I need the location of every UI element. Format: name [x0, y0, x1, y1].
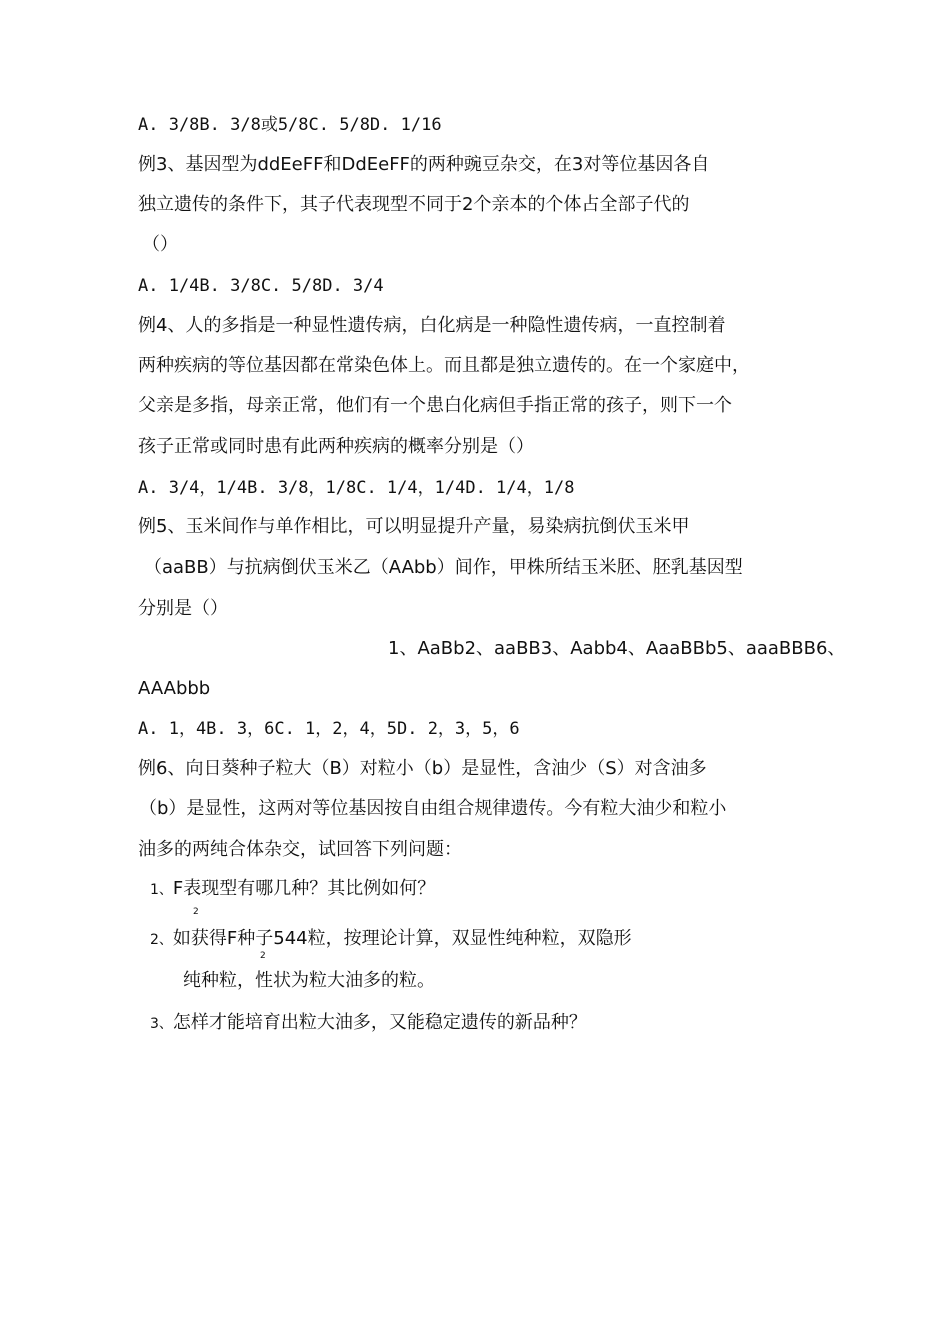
answer-options-example-5: A. 1，4B. 3，6C. 1，2，4，5D. 2，3，5，6 — [138, 719, 520, 739]
genotype-list: 1、AaBb2、aaBB3、Aabb4、AaaBBb5、aaaBBB6、 — [388, 638, 846, 659]
example-4-line-4: 孩子正常或同时患有此两种疾病的概率分别是（） — [138, 436, 534, 457]
example-4-line-3: 父亲是多指，母亲正常，他们有一个患白化病但手指正常的孩子，则下一个 — [138, 395, 732, 416]
question-3-text: 怎样才能培育出粒大油多，又能稳定遗传的新品种？ — [172, 1012, 587, 1033]
example-3-line-2: 独立遗传的条件下，其子代表现型不同于2个亲本的个体占全部子代的 — [138, 194, 690, 215]
question-2-text: 如获得F种子544粒，按理论计算，双显性纯种粒，双隐形 — [172, 928, 632, 949]
question-2-subscript: 2 — [260, 951, 266, 961]
example-6-line-3: 油多的两纯合体杂交，试回答下列问题： — [138, 839, 462, 860]
question-1-subscript: 2 — [193, 907, 199, 917]
question-1 — [150, 877, 435, 902]
example-5-line-2: （aaBB）与抗病倒伏玉米乙（AAbb）间作，甲株所结玉米胚、胚乳基因型 — [144, 557, 743, 578]
question-2 — [150, 927, 632, 952]
example-6-line-2: （b）是显性，这两对等位基因按自由组合规律遗传。今有粒大油少和粒小 — [139, 798, 727, 819]
question-1-number: 1、 — [150, 882, 173, 898]
example-4-line-1: 例4、人的多指是一种显性遗传病，白化病是一种隐性遗传病，一直控制着 — [138, 315, 726, 336]
answer-options-example-4: A. 3/4，1/4B. 3/8，1/8C. 1/4，1/4D. 1/4，1/8 — [138, 478, 575, 498]
answer-options-example-2: A. 3/8B. 3/8或5/8C. 5/8D. 1/16 — [138, 115, 442, 135]
example-4-line-2: 两种疾病的等位基因都在常染色体上。而且都是独立遗传的。在一个家庭中， — [138, 355, 750, 376]
answer-options-example-3: A. 1/4B. 3/8C. 5/8D. 3/4 — [138, 276, 384, 296]
example-5-line-3: 分别是（） — [138, 598, 228, 619]
question-3-number: 3、 — [150, 1016, 173, 1032]
question-2-continued: 纯种粒，性状为粒大油多的粒。 — [183, 970, 435, 991]
example-3-line-1: 例3、基因型为ddEeFF和DdEeFF的两种豌豆杂交，在3对等位基因各自 — [138, 154, 710, 175]
example-3-bracket: （） — [142, 234, 178, 255]
example-5-line-1: 例5、玉米间作与单作相比，可以明显提升产量，易染病抗倒伏玉米甲 — [138, 516, 690, 537]
question-1-text: F表现型有哪几种？其比例如何？ — [172, 878, 436, 899]
genotype-list-continued: AAAbbb — [138, 678, 211, 699]
example-6-line-1: 例6、向日葵种子粒大（B）对粒小（b）是显性，含油少（S）对含油多 — [138, 758, 707, 779]
question-2-number: 2、 — [150, 932, 173, 948]
question-3 — [150, 1011, 587, 1036]
